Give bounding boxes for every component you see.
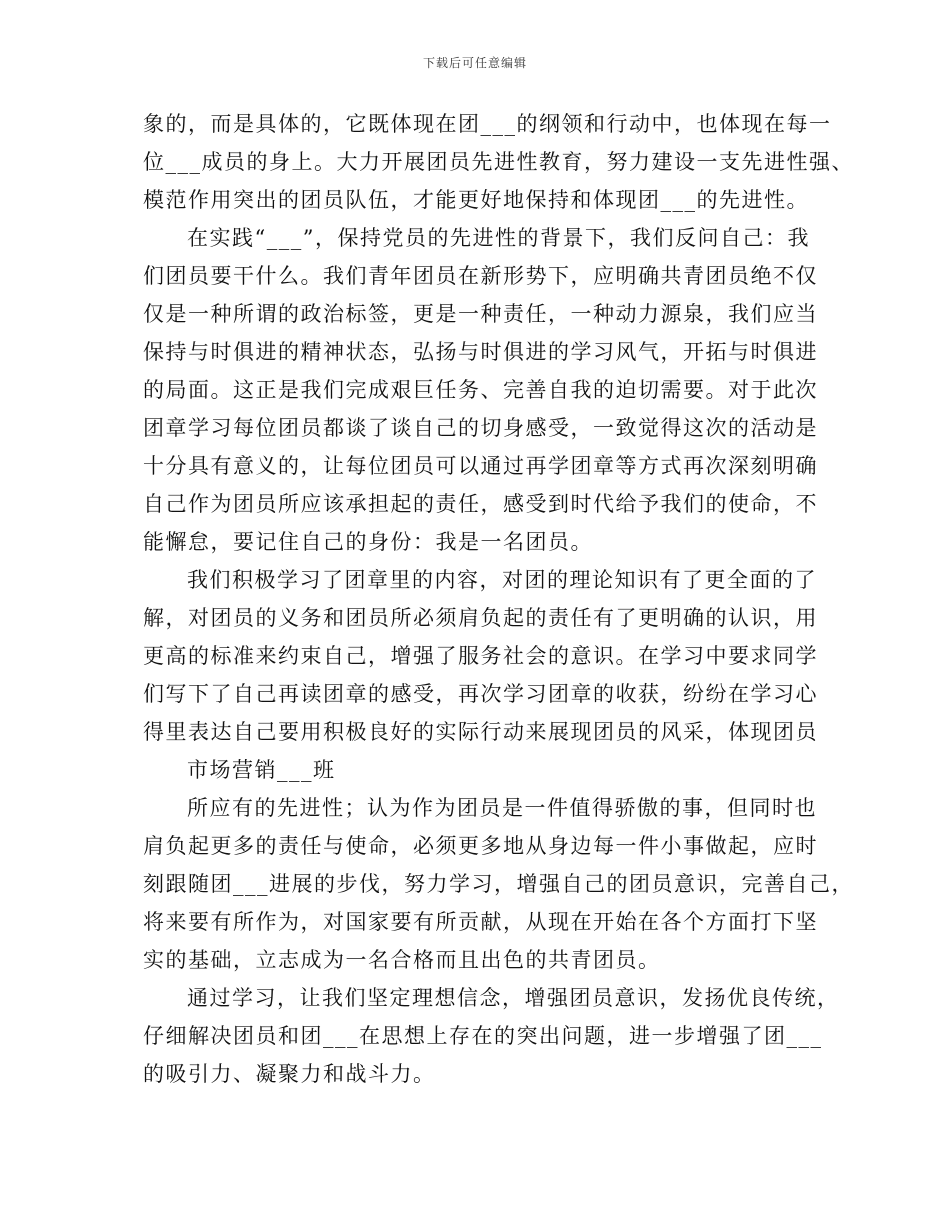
text-line: 模范作用突出的团员队伍，才能更好地保持和体现团___的先进性。	[143, 188, 809, 212]
text-line: 解，对团员的义务和团员所必须肩负起的责任有了更明确的认识，用	[143, 606, 818, 630]
text-line: 位___成员的身上。大力开展团员先进性教育，努力建设一支先进性强、	[143, 150, 854, 174]
text-line: 仅是一种所谓的政治标签，更是一种责任，一种动力源泉，我们应当	[143, 302, 818, 326]
text-line: 肩负起更多的责任与使命，必须更多地从身边每一件小事做起，应时	[143, 834, 818, 858]
text-line: 保持与时俱进的精神状态，弘扬与时俱进的学习风气，开拓与时俱进	[143, 340, 818, 364]
text-line: 象的，而是具体的，它既体现在团___的纲领和行动中，也体现在每一	[143, 112, 832, 136]
text-line: 十分具有意义的，让每位团员可以通过再学团章等方式再次深刻明确	[143, 454, 818, 478]
text-line: 的局面。这正是我们完成艰巨任务、完善自我的迫切需要。对于此次	[143, 378, 818, 402]
paragraph-start-line: 通过学习，让我们坚定理想信念，增强团员意识，发扬优良传统，	[187, 986, 840, 1010]
text-line: 的吸引力、凝聚力和战斗力。	[143, 1062, 436, 1086]
paragraph-start-line: 所应有的先进性；认为作为团员是一件值得骄傲的事，但同时也	[187, 796, 817, 820]
text-line: 自己作为团员所应该承担起的责任，感受到时代给予我们的使命，不	[143, 492, 818, 516]
text-line: 刻跟随团___进展的步伐，努力学习，增强自己的团员意识，完善自己，	[143, 872, 854, 896]
header-note: 下载后可任意编辑	[422, 56, 527, 70]
text-line: 将来要有所作为，对国家要有所贡献，从现在开始在各个方面打下坚	[143, 910, 818, 934]
text-line: 团章学习每位团员都谈了谈自己的切身感受，一致觉得这次的活动是	[143, 416, 818, 440]
class-label-line: 市场营销___班	[187, 758, 336, 782]
text-line: 们写下了自己再读团章的感受，再次学习团章的收获，纷纷在学习心	[143, 682, 818, 706]
text-line: 们团员要干什么。我们青年团员在新形势下，应明确共青团员绝不仅	[143, 264, 818, 288]
paragraph-start-line: 在实践“___”，保持党员的先进性的背景下，我们反问自己：我	[187, 226, 810, 250]
document-body	[143, 105, 854, 1093]
text-line: 更高的标准来约束自己，增强了服务社会的意识。在学习中要求同学	[143, 644, 818, 668]
paragraph-start-line: 我们积极学习了团章里的内容，对团的理论知识有了更全面的了	[187, 568, 817, 592]
text-line: 实的基础，立志成为一名合格而且出色的共青团员。	[143, 948, 661, 972]
text-line: 得里表达自己要用积极良好的实际行动来展现团员的风采，体现团员	[143, 720, 818, 744]
text-line: 能懈怠，要记住自己的身份：我是一名团员。	[143, 530, 593, 554]
text-line: 仔细解决团员和团___在思想上存在的突出问题，进一步增强了团___	[143, 1024, 823, 1048]
